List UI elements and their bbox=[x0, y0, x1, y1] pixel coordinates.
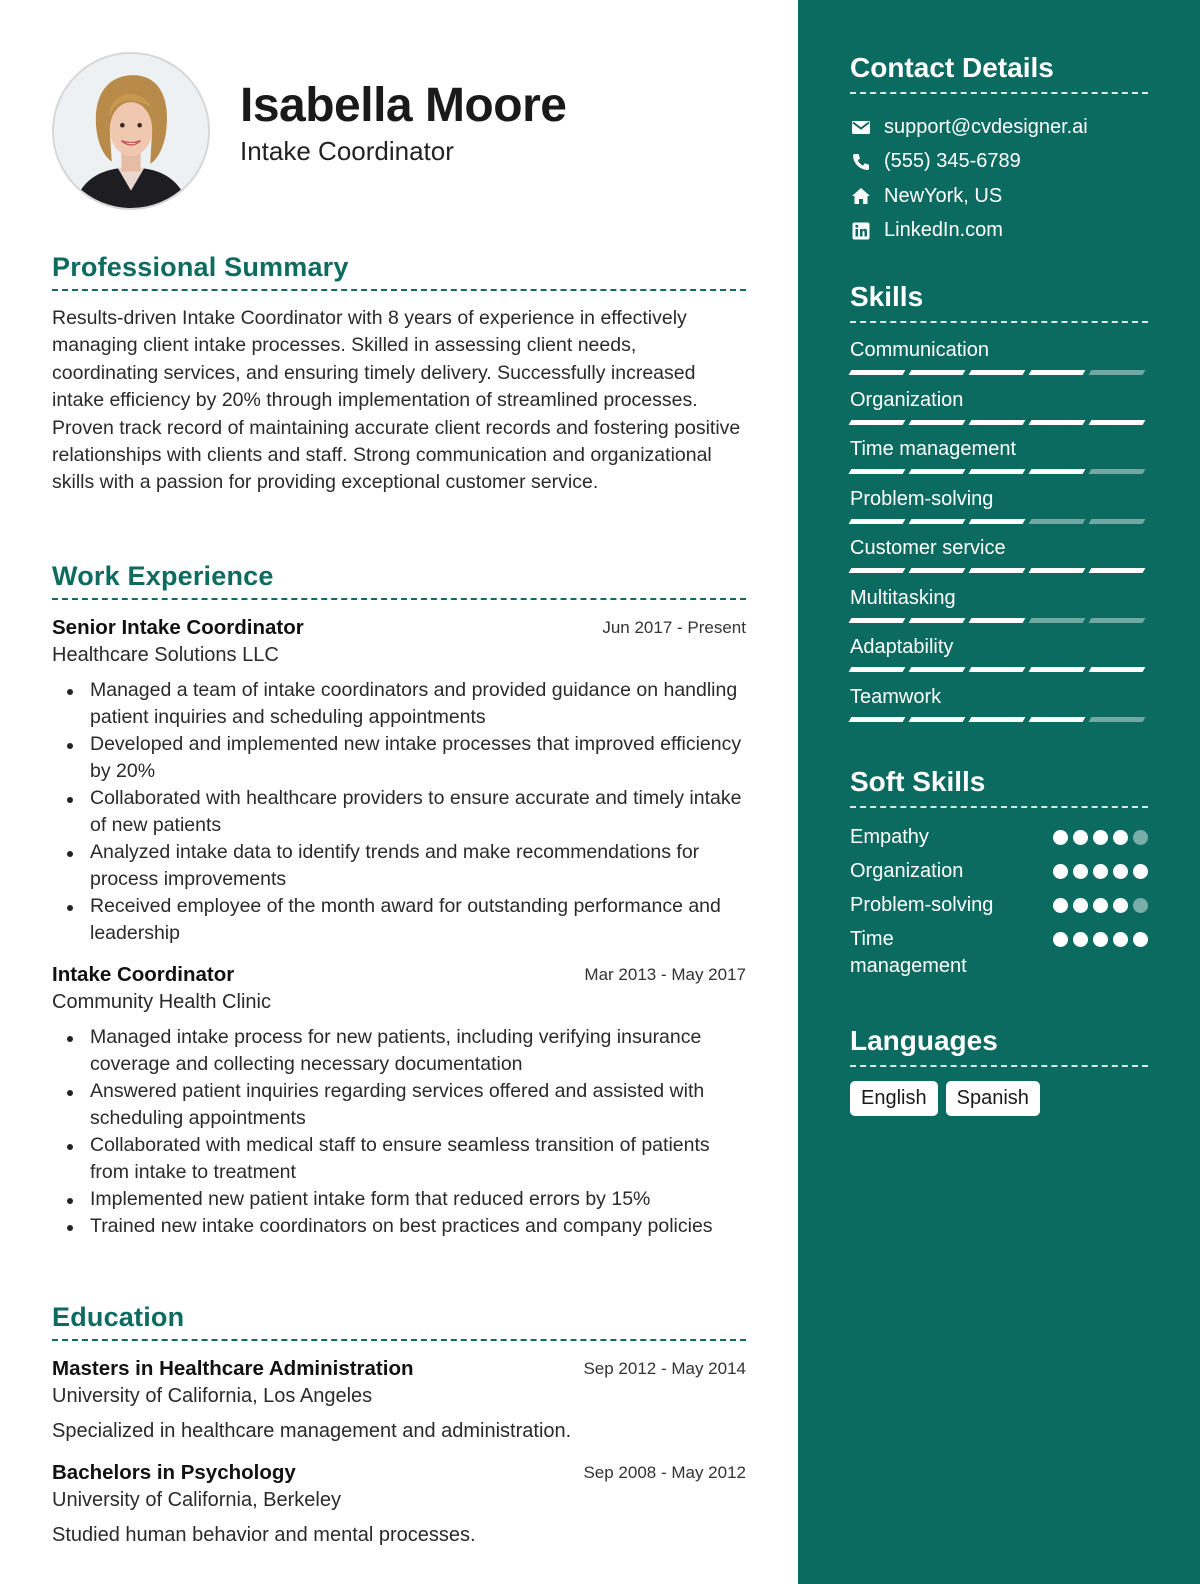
skill-level-segment bbox=[909, 370, 966, 375]
skill-level-segment bbox=[969, 420, 1026, 425]
contact-text: support@cvdesigner.ai bbox=[884, 115, 1088, 138]
home-icon bbox=[850, 186, 872, 206]
skill-item bbox=[850, 680, 1148, 730]
section-heading: Skills bbox=[850, 281, 924, 312]
degree-title: Masters in Healthcare Administration bbox=[52, 1357, 414, 1380]
skills-section bbox=[850, 281, 1148, 729]
person-portrait-icon bbox=[54, 54, 208, 208]
list-item: Developed and implemented new intake processes that improved efficiency by 20% bbox=[52, 731, 746, 785]
soft-skill-label: Organization bbox=[850, 860, 964, 882]
section-heading: Languages bbox=[850, 1025, 998, 1056]
soft-skill-label: Empathy bbox=[850, 826, 929, 848]
skill-level-bar bbox=[850, 469, 1144, 474]
skills-list bbox=[850, 333, 1148, 729]
rating-dot bbox=[1073, 898, 1088, 913]
contact-phone[interactable] bbox=[850, 145, 1148, 180]
rating-dot bbox=[1093, 830, 1108, 845]
skill-level-segment bbox=[1029, 469, 1086, 474]
education-entry bbox=[52, 1357, 746, 1443]
list-item: Answered patient inquiries regarding services offered and assisted with scheduling appointments bbox=[52, 1078, 746, 1132]
envelope-icon bbox=[850, 117, 872, 137]
skill-item bbox=[850, 581, 1148, 631]
soft-skill-label: Time management bbox=[850, 928, 967, 977]
list-item: Collaborated with medical staff to ensure seamless transition of patients from intake to treatment bbox=[52, 1132, 746, 1186]
education-dates: Sep 2012 - May 2014 bbox=[583, 1359, 746, 1378]
skill-level-segment bbox=[1029, 420, 1086, 425]
skill-level-segment bbox=[969, 469, 1026, 474]
rating-dot bbox=[1073, 864, 1088, 879]
skill-level-segment bbox=[849, 469, 906, 474]
section-divider bbox=[850, 806, 1148, 808]
soft-skill-item bbox=[850, 858, 1148, 885]
list-item: Implemented new patient intake form that reduced errors by 15% bbox=[52, 1186, 746, 1213]
rating-dot bbox=[1133, 830, 1148, 845]
contact-email[interactable] bbox=[850, 110, 1148, 145]
skill-level-segment bbox=[1089, 370, 1146, 375]
skill-level-segment bbox=[969, 667, 1026, 672]
skill-level-segment bbox=[849, 667, 906, 672]
skill-level-segment bbox=[849, 370, 906, 375]
education-description: Studied human behavior and mental processes. bbox=[52, 1524, 476, 1546]
contact-location bbox=[850, 179, 1148, 214]
work-experience-section bbox=[52, 561, 746, 1240]
skill-level-segment bbox=[909, 618, 966, 623]
skill-level-bar bbox=[850, 717, 1144, 722]
skill-level-segment bbox=[909, 420, 966, 425]
rating-dot bbox=[1053, 864, 1068, 879]
rating-dot bbox=[1113, 898, 1128, 913]
skill-label: Problem-solving bbox=[850, 487, 994, 510]
soft-skill-rating bbox=[1053, 830, 1148, 845]
section-divider bbox=[850, 92, 1148, 94]
skill-level-segment bbox=[1089, 420, 1146, 425]
skill-item bbox=[850, 482, 1148, 532]
soft-skill-item bbox=[850, 926, 1148, 980]
rating-dot bbox=[1093, 932, 1108, 947]
skill-level-segment bbox=[969, 568, 1026, 573]
skill-level-segment bbox=[1089, 717, 1146, 722]
education-entry bbox=[52, 1461, 746, 1547]
list-item: Managed intake process for new patients, including verifying insurance coverage and collecting necessary documentation bbox=[52, 1024, 746, 1078]
rating-dot bbox=[1073, 830, 1088, 845]
skill-level-segment bbox=[1029, 568, 1086, 573]
list-item: Collaborated with healthcare providers to ensure accurate and timely intake of new patients bbox=[52, 785, 746, 839]
soft-skill-rating bbox=[1053, 898, 1148, 913]
skill-label: Customer service bbox=[850, 537, 1006, 559]
skill-level-segment bbox=[969, 618, 1026, 623]
rating-dot bbox=[1133, 898, 1148, 913]
job-title: Intake Coordinator bbox=[52, 963, 235, 986]
section-divider bbox=[52, 289, 746, 291]
skill-level-segment bbox=[849, 717, 906, 722]
candidate-name: Isabella Moore bbox=[240, 79, 567, 132]
language-tag: Spanish bbox=[946, 1081, 1040, 1116]
soft-skill-rating bbox=[1053, 932, 1148, 947]
contact-section bbox=[850, 52, 1148, 248]
skill-level-segment bbox=[1029, 618, 1086, 623]
skill-level-segment bbox=[1089, 519, 1146, 524]
section-divider bbox=[52, 598, 746, 600]
contact-linkedin[interactable] bbox=[850, 214, 1148, 249]
skill-level-bar bbox=[850, 420, 1144, 425]
skill-level-segment bbox=[969, 370, 1026, 375]
skill-level-segment bbox=[909, 469, 966, 474]
contact-text: NewYork, US bbox=[884, 184, 1003, 207]
skill-level-bar bbox=[850, 370, 1144, 375]
languages-section bbox=[850, 1025, 1148, 1116]
rating-dot bbox=[1113, 830, 1128, 845]
education-description: Specialized in healthcare management and administration. bbox=[52, 1420, 572, 1442]
job-dates: Mar 2013 - May 2017 bbox=[584, 965, 746, 984]
skill-level-segment bbox=[909, 717, 966, 722]
job-bullets bbox=[52, 677, 746, 947]
section-divider bbox=[850, 321, 1148, 323]
section-heading: Education bbox=[52, 1302, 185, 1332]
skill-level-segment bbox=[849, 420, 906, 425]
rating-dot bbox=[1093, 898, 1108, 913]
skill-item bbox=[850, 432, 1148, 482]
skill-level-segment bbox=[1029, 717, 1086, 722]
skill-label: Multitasking bbox=[850, 586, 956, 609]
rating-dot bbox=[1053, 932, 1068, 947]
school-name: University of California, Berkeley bbox=[52, 1489, 341, 1511]
skill-level-segment bbox=[909, 667, 966, 672]
phone-icon bbox=[850, 152, 872, 172]
job-entry bbox=[52, 963, 746, 1240]
education-dates: Sep 2008 - May 2012 bbox=[583, 1463, 746, 1482]
list-item: Trained new intake coordinators on best practices and company policies bbox=[52, 1213, 746, 1240]
soft-skill-item bbox=[850, 824, 1148, 851]
language-tag: English bbox=[850, 1081, 938, 1116]
soft-skill-rating bbox=[1053, 864, 1148, 879]
contact-text: (555) 345-6789 bbox=[884, 150, 1021, 173]
contact-text: LinkedIn.com bbox=[884, 219, 1003, 242]
job-entry bbox=[52, 616, 746, 947]
skill-level-bar bbox=[850, 667, 1144, 672]
summary-text: Results-driven Intake Coordinator with 8 years of experience in effectively managing client intake processes. Skilled in assessing client needs, coordinating services, and ensuring timely delivery. Successfully increased intake efficiency by 20% through implementation of streamlined processes. Proven track record of maintaining accurate client records and fostering positive relationships with clients and staff. Strong communication and organizational skills with a passion for providing exceptional customer service. bbox=[52, 307, 741, 494]
skill-label: Organization bbox=[850, 388, 964, 411]
skill-label: Teamwork bbox=[850, 685, 942, 708]
skill-label: Communication bbox=[850, 339, 989, 361]
education-section bbox=[52, 1302, 746, 1547]
job-dates: Jun 2017 - Present bbox=[602, 618, 746, 637]
sidebar bbox=[798, 0, 1200, 1584]
skill-label: Time management bbox=[850, 438, 1016, 460]
rating-dot bbox=[1093, 864, 1108, 879]
skill-item bbox=[850, 333, 1148, 383]
rating-dot bbox=[1133, 932, 1148, 947]
skill-level-segment bbox=[1029, 370, 1086, 375]
section-heading: Professional Summary bbox=[52, 252, 349, 282]
job-company: Community Health Clinic bbox=[52, 991, 271, 1013]
list-item: Analyzed intake data to identify trends and make recommendations for process improvements bbox=[52, 839, 746, 893]
section-heading: Work Experience bbox=[52, 561, 274, 591]
skill-level-bar bbox=[850, 519, 1144, 524]
skill-level-segment bbox=[1089, 667, 1146, 672]
skill-item bbox=[850, 531, 1148, 581]
skill-item bbox=[850, 383, 1148, 433]
rating-dot bbox=[1053, 898, 1068, 913]
rating-dot bbox=[1113, 932, 1128, 947]
list-item: Managed a team of intake coordinators and provided guidance on handling patient inquiries and scheduling appointments bbox=[52, 677, 746, 731]
job-title: Senior Intake Coordinator bbox=[52, 616, 304, 639]
skill-level-segment bbox=[969, 717, 1026, 722]
rating-dot bbox=[1133, 864, 1148, 879]
section-heading: Contact Details bbox=[850, 52, 1054, 83]
skill-level-segment bbox=[909, 519, 966, 524]
job-bullets bbox=[52, 1024, 746, 1240]
candidate-title: Intake Coordinator bbox=[240, 136, 454, 166]
professional-summary-section bbox=[52, 252, 746, 497]
list-item: Received employee of the month award for outstanding performance and leadership bbox=[52, 893, 746, 947]
skill-level-segment bbox=[849, 618, 906, 623]
skill-level-segment bbox=[849, 519, 906, 524]
soft-skills-list bbox=[850, 824, 1148, 980]
soft-skill-label: Problem-solving bbox=[850, 894, 994, 916]
section-heading: Soft Skills bbox=[850, 766, 986, 797]
section-divider bbox=[850, 1065, 1148, 1067]
soft-skill-item bbox=[850, 892, 1148, 919]
skill-level-segment bbox=[909, 568, 966, 573]
linkedin-icon bbox=[850, 221, 872, 241]
school-name: University of California, Los Angeles bbox=[52, 1385, 373, 1407]
skill-level-bar bbox=[850, 568, 1144, 573]
job-company: Healthcare Solutions LLC bbox=[52, 644, 279, 666]
skill-level-segment bbox=[849, 568, 906, 573]
skill-level-segment bbox=[1029, 519, 1086, 524]
skill-label: Adaptability bbox=[850, 636, 954, 658]
skill-level-segment bbox=[1089, 568, 1146, 573]
profile-photo bbox=[52, 52, 210, 210]
rating-dot bbox=[1113, 864, 1128, 879]
skill-item bbox=[850, 630, 1148, 680]
rating-dot bbox=[1053, 830, 1068, 845]
section-divider bbox=[52, 1339, 746, 1341]
language-tags bbox=[850, 1081, 1148, 1116]
skill-level-segment bbox=[1089, 618, 1146, 623]
soft-skills-section bbox=[850, 766, 1148, 980]
skill-level-segment bbox=[1089, 469, 1146, 474]
degree-title: Bachelors in Psychology bbox=[52, 1461, 296, 1484]
skill-level-bar bbox=[850, 618, 1144, 623]
rating-dot bbox=[1073, 932, 1088, 947]
skill-level-segment bbox=[1029, 667, 1086, 672]
skill-level-segment bbox=[969, 519, 1026, 524]
